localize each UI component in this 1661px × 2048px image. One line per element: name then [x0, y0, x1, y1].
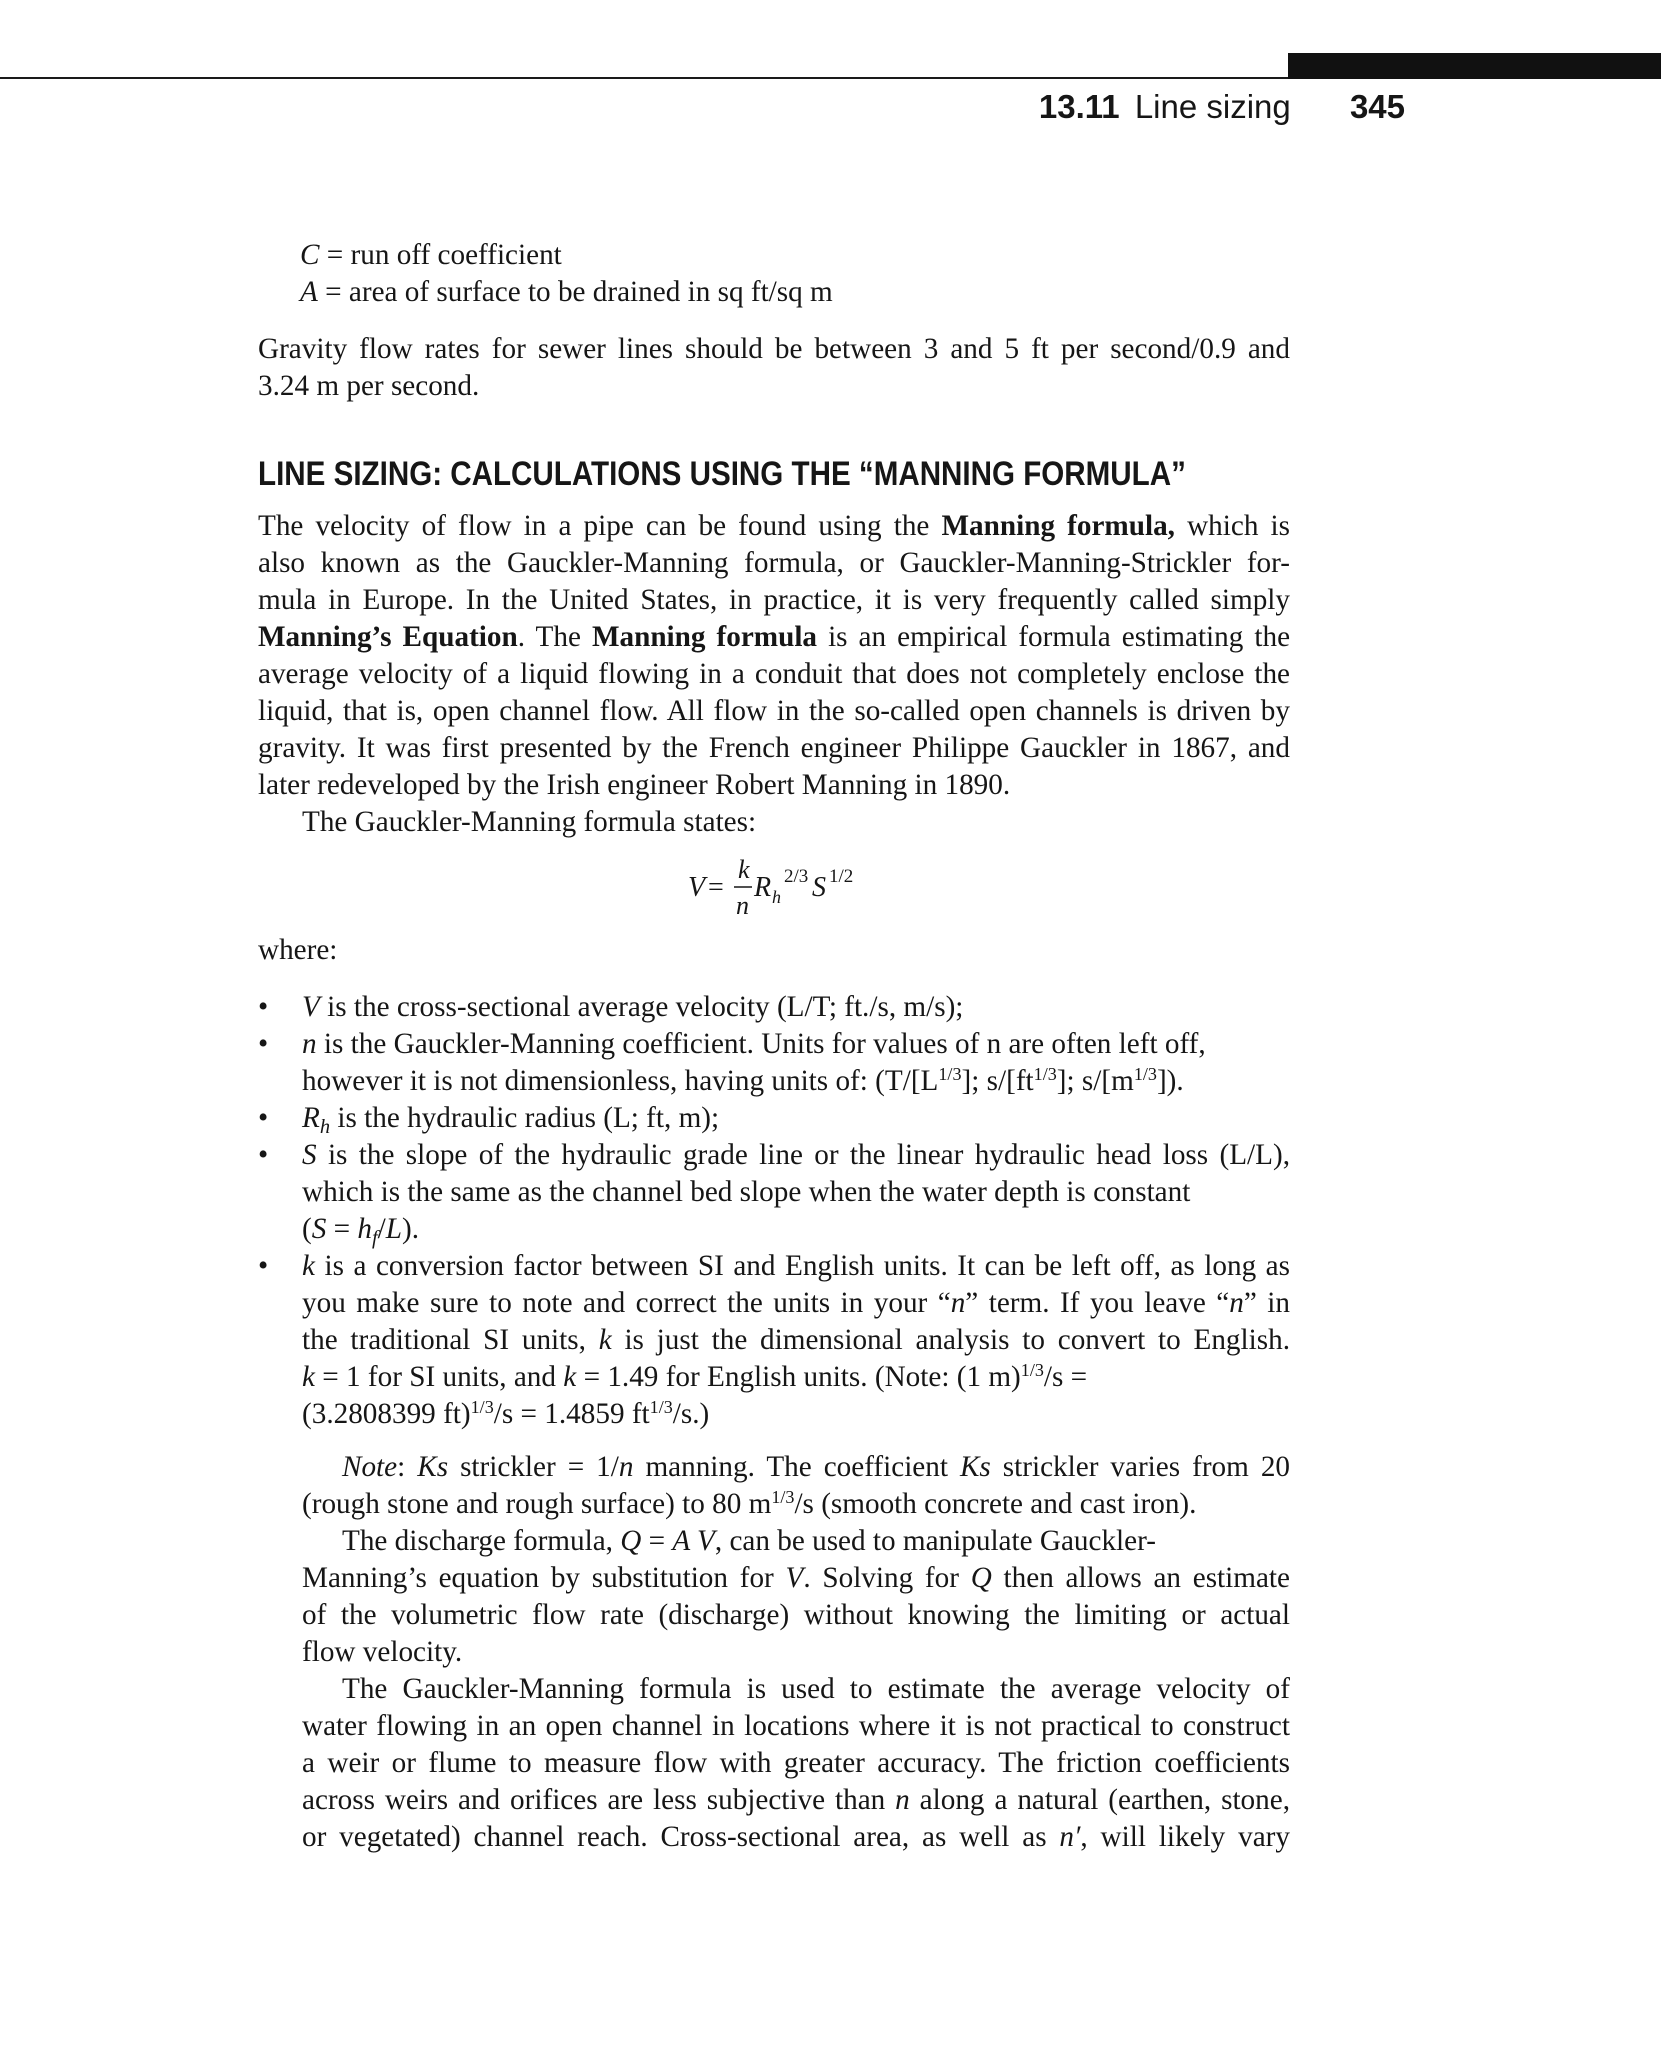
formula-s: S	[812, 872, 826, 903]
list-item: • k is a conversion factor between SI and English units. It can be left off, as long as you make sure to note and correct the units in your “n” term. If you leave “n” in the traditional SI units, k is just the dimensional analysis to convert to English. k = 1 for SI units, and k = 1.49 for English units. (Note: (1 m)$^{1/3}$/s = (3.2808399 ft)$^{1/3}$/s = 1.4859 $ft^{1/3}/s$.)	[258, 1250, 1290, 1430]
formula-n: n	[736, 891, 749, 920]
formula-s-exp: 1/2	[829, 866, 854, 887]
gravity-paragraph: Gravity flow rates for sewer lines should be between 3 and 5 ft per second/0.9 and 3.24 m per second.	[258, 333, 1290, 402]
formula-k: k	[738, 858, 750, 884]
section-title: Line sizing	[1134, 88, 1291, 125]
manning-formula-graphic	[686, 858, 886, 928]
header-tab-bar	[1288, 53, 1661, 79]
section-number: 13.11	[1038, 88, 1120, 125]
where-label: where:	[258, 934, 338, 966]
manning-paragraph: The velocity of flow in a pipe can be found using the Manning formula, which is also known as the Gauckler-Manning formula, or Gauckler-Manning-Strickler for- mula in Europe. In the United States, in practice, it is very frequently called simply Manning’s Equation. The Manning formula is an empirical formula estimating the average velocity of a liquid flowing in a conduit that does not completely enclose the liquid, that is, open channel flow. All flow in the so-called open channels is driven by gravity. It was first presented by the French engineer Philippe Gauckler in 1867, and later redeveloped by the Irish engineer Robert Manning in 1890. The Gauckler-Manning formula states:	[258, 510, 1291, 838]
running-head	[900, 88, 1405, 126]
formula-v: V	[688, 872, 706, 903]
formula-r: R	[754, 872, 772, 903]
variable-list	[258, 989, 1290, 1433]
formula-r-sub: h	[772, 887, 781, 907]
definition-a: A = area of surface to be drained in sq ft/sq m	[300, 276, 833, 308]
list-item: • V is the cross-sectional average velocity (L/T; ft./s, m/s);	[258, 991, 964, 1023]
formula-eq: =	[708, 872, 724, 903]
formula-r-exp: 2/3	[784, 866, 809, 887]
manning-formula	[686, 858, 886, 936]
discharge-paragraph: The discharge formula, Q = A V, can be used to manipulate Gauckler- Manning’s equation by substitution for V. Solving for Q then allows an estimate of the volumetric flow rate (discharge) without knowing the limiting or actual flow velocity.	[302, 1525, 1290, 1668]
estimate-paragraph: The Gauckler-Manning formula is used to estimate the average velocity of water flowing in an open channel in locations where it is not practical to construct a weir or flume to measure flow with greater accuracy. The friction coefficients across weirs and orifices are less subjective than n along a natural (earthen, stone, or vegetated) channel reach. Cross-sectional area, as well as n′, will likely vary	[302, 1673, 1290, 1853]
list-item: • n is the Gauckler-Manning coefficient. Units for values of n are often left off, however it is not dimensionless, having units of: ($T/[L^{1/3}]$; $s/[ft^{1/3}]$; $s/[m^{1/3}]$).	[258, 1028, 1206, 1097]
page-number: 345	[1349, 88, 1405, 125]
section-heading: LINE SIZING: CALCULATIONS USING THE “MANNING FORMULA”	[258, 455, 1186, 493]
list-item: • $R_h$ is the hydraulic radius (L; ft, m);	[258, 1102, 720, 1139]
list-item: • S is the slope of the hydraulic grade line or the linear hydraulic head loss (L/L), which is the same as the channel bed slope when the water depth is constant $(S = h_f/L)$.	[258, 1139, 1290, 1250]
note-paragraph: Note: Ks strickler = 1/n manning. The coefficient Ks strickler varies from 20 (rough stone and rough surface) to 80 $m^{1/3}/s$ (smooth concrete and cast iron).	[302, 1451, 1291, 1520]
definition-c: C = run off coefficient	[300, 239, 562, 271]
definitions	[300, 237, 1200, 311]
